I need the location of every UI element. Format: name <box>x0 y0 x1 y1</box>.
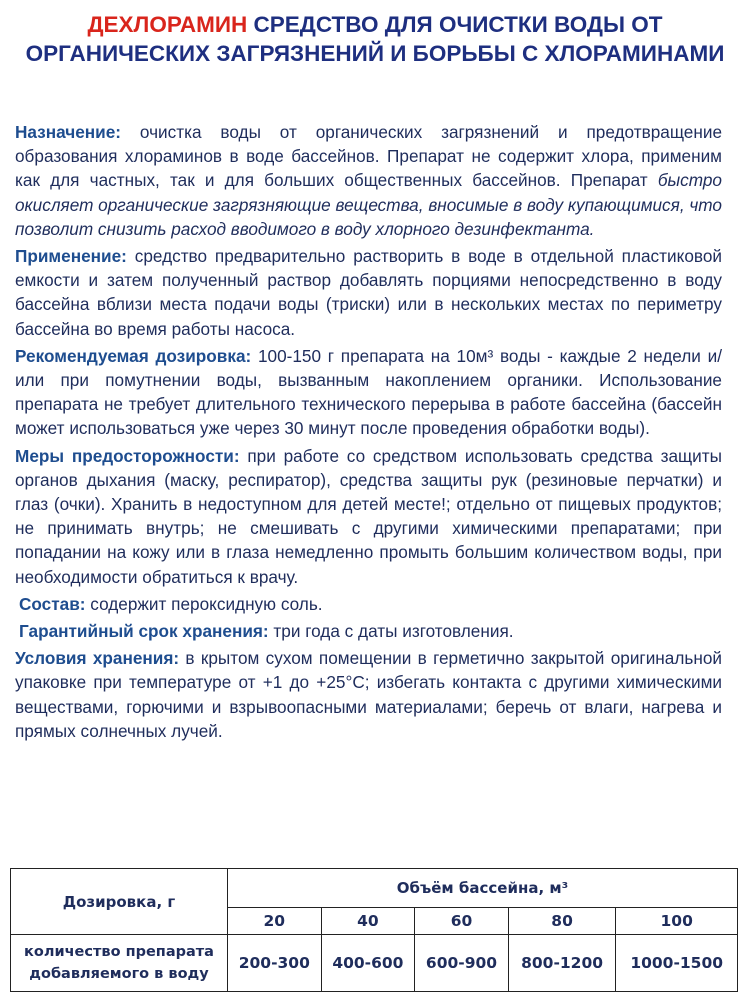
purpose-text: очистка воды от органических загрязнений и предотвращение образования хлораминов в воде бассейнов. Препарат не содержит хлора, применим как для частных, так и для больших общественных бассейнов. Препарат <box>15 122 722 191</box>
precautions-label: Меры предосторожности: <box>15 445 240 466</box>
section-purpose <box>15 120 722 241</box>
shelf-life-label: Гарантийный срок хранения: <box>19 621 269 642</box>
section-precautions <box>15 444 722 589</box>
volume-cell: 20 <box>228 908 322 935</box>
dose-cell: 1000-1500 <box>616 935 738 992</box>
storage-label: Условия хранения: <box>15 648 180 669</box>
document-title <box>20 10 730 68</box>
pool-volume-header: Объём бассейна, м³ <box>228 869 738 908</box>
shelf-life-text: три года с даты изготовления. <box>268 621 514 642</box>
section-composition <box>15 592 722 616</box>
dose-cell: 800-1200 <box>508 935 616 992</box>
product-name: ДЕХЛОРАМИН <box>87 12 248 37</box>
precautions-text: при работе со средством использовать средства защиты органов дыхания (маску, респиратор), средства защиты рук (резиновые перчатки) и глаз (очки). Хранить в недоступном для детей месте!; отдельно от пищевых продуктов; не принимать внутрь; не смешивать с другими химическими препаратами; при попадании на кожу или в глаза немедленно промыть большим количеством воды, при необходимости обратиться к врачу. <box>15 445 722 587</box>
dose-row-label: количество препарата добавляемого в воду <box>11 935 228 992</box>
storage-text: в крытом сухом помещении в герметично закрытой оригинальной упаковке при температуре от +1 до +25°С; избегать контакта с другими химическими веществами, горючими и взрывоопасными материалами; беречь от влаги, нагрева и прямых солнечных лучей. <box>15 648 722 741</box>
volume-cell: 60 <box>415 908 509 935</box>
table-header-row <box>11 869 738 908</box>
dosage-label: Рекомендуемая дозировка: <box>15 345 252 366</box>
dosage-text: 100-150 г препарата на 10м³ воды - каждые 2 недели и/или при помутнении воды, вызванным накоплением органики. Использование препарата не требует длительного технического перерыва в работе бассейна (бассейн может использоваться уже через 30 минут после проведения обработки воды). <box>15 345 722 439</box>
dose-cell: 400-600 <box>321 935 415 992</box>
composition-label: Состав: <box>19 593 86 614</box>
dose-row <box>11 935 738 992</box>
volume-cell: 80 <box>508 908 616 935</box>
dose-cell: 600-900 <box>415 935 509 992</box>
section-dosage <box>15 344 722 441</box>
dosage-table <box>10 868 738 992</box>
purpose-italic-text: быстро окисляет органические загрязняющие вещества, вносимые в воду купающимися, что позволит снизить расход вводимого в воду хлорного дезинфектанта. <box>15 170 722 239</box>
document-body <box>15 120 722 746</box>
usage-label: Применение: <box>15 246 127 267</box>
dosage-column-header: Дозировка, г <box>11 869 228 935</box>
volume-cell: 100 <box>616 908 738 935</box>
section-usage <box>15 244 722 341</box>
section-shelf-life <box>15 619 722 643</box>
title-text: СРЕДСТВО ДЛЯ ОЧИСТКИ ВОДЫ ОТ ОРГАНИЧЕСКИХ ЗАГРЯЗНЕНИЙ И БОРЬБЫ С ХЛОРАМИНАМИ <box>25 12 725 66</box>
volume-cell: 40 <box>321 908 415 935</box>
purpose-label: Назначение: <box>15 122 122 142</box>
section-storage <box>15 646 722 743</box>
composition-text: содержит пероксидную соль. <box>85 593 323 614</box>
usage-text: средство предварительно растворить в воде в отдельной пластиковой емкости и затем полученный раствор добавлять порциями непосредственно в воду бассейна вблизи места подачи воды (триски) или в нескольких местах по периметру бассейна во время работы насоса. <box>15 246 722 339</box>
dose-cell: 200-300 <box>228 935 322 992</box>
